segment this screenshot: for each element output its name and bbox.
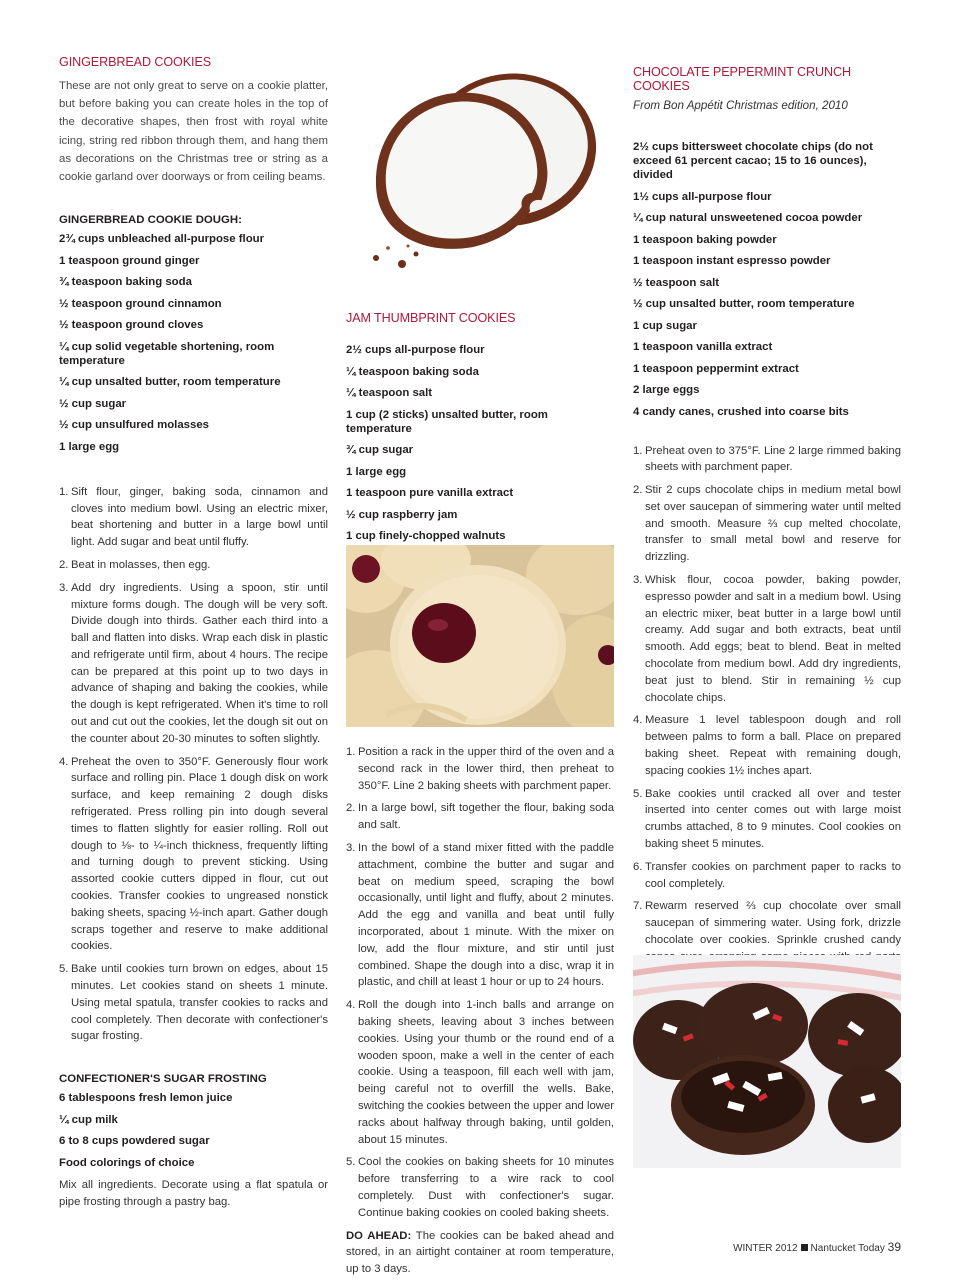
step-text: Roll the dough into 1-inch balls and arrange on baking sheets, leaving about 3 inches between cookies. Using your thumb or the round end of a wooden spoon, make a well in the center of each cookie. Using a teaspoon, fill each well with jam, being careful not to overfill the wells. Bake, switching the cookies between the upper and lower racks about halfway through baking, until golden, about 15 minutes.	[358, 999, 614, 1146]
page-number: 39	[887, 1240, 901, 1254]
peppermint-source: From Bon Appétit Christmas edition, 2010	[633, 99, 848, 112]
step-text: Measure 1 level tablespoon dough and roll between palms to form a ball. Place on prepared baking sheet. Repeat with remaining dough, spacing cookies 1½ inches apart.	[645, 714, 901, 777]
ingredient-item: ¾ teaspoon baking soda	[59, 276, 192, 289]
step-text: Sift flour, ginger, baking soda, cinnamon and cloves into medium bowl. Using an electric mixer, beat shortening and butter in a large bowl until light. Add sugar and beat until fluffy.	[71, 485, 328, 549]
step-text: Position a rack in the upper third of the oven and a second rack in the lower third, then preheat to 350°F. Line 2 baking sheets with parchment paper.	[358, 746, 614, 792]
ingredient-item: 1 teaspoon peppermint extract	[633, 362, 799, 375]
step-number: 1.	[633, 444, 643, 457]
iced-cookies-photo	[358, 58, 598, 278]
ingredient-item: 1 large egg	[59, 440, 120, 453]
step-number: 6.	[633, 860, 643, 873]
step-item	[633, 712, 901, 779]
step-item	[346, 800, 614, 834]
ingredient-item: ¼ cup solid vegetable shortening, room temperature	[59, 340, 275, 367]
step-item	[346, 744, 614, 794]
step-text: In the bowl of a stand mixer fitted with the paddle attachment, combine the butter and sugar and beat on medium speed, scraping the bowl occasionally, until light and fluffy, about 2 minutes. Add the egg and vanilla and beat until fully incorporated, about 1 minute. With the mixer on low, add the flour mixture, and stir until just combined. Shape the dough into a disc, wrap it in plastic, and chill at least 1 hour or up to 24 hours.	[358, 841, 614, 989]
ingredient-item: 1 large egg	[346, 465, 407, 478]
ingredient-item: ½ cup unsulfured molasses	[59, 419, 210, 432]
step-item	[59, 580, 328, 748]
step-text: Bake cookies until cracked all over and tester inserted into center comes out with large moist crumbs attached, 8 to 9 minutes. Cool cookies on baking sheet 5 minutes.	[645, 787, 901, 851]
do-ahead-text: The cookies can be baked ahead and stored, in an airtight container at room temperature, up to 3 days.	[346, 1229, 614, 1276]
step-number: 5.	[59, 963, 69, 976]
thumbprint-cookies-photo	[346, 545, 614, 727]
ingredient-item: ½ cup raspberry jam	[346, 508, 458, 521]
step-item	[59, 961, 328, 1045]
ingredient-item: ¼ cup milk	[59, 1113, 118, 1126]
dough-heading: GINGERBREAD COOKIE DOUGH:	[59, 214, 242, 227]
step-number: 7.	[633, 900, 643, 913]
frosting-ingredient-list	[59, 1091, 328, 1170]
step-item	[59, 484, 328, 551]
peppermint-cookies-photo	[633, 955, 901, 1168]
step-item	[633, 482, 901, 566]
step-text: Cool the cookies on baking sheets for 10 minutes before transferring to a wire rack to cool completely. Dust with confectioner's sugar. Continue baking cookies on cooled baking sheets.	[358, 1156, 614, 1219]
step-text: Preheat oven to 375°F. Line 2 large rimmed baking sheets with parchment paper.	[645, 444, 901, 474]
step-number: 1.	[59, 485, 69, 498]
ingredient-item: ½ cup sugar	[59, 397, 127, 410]
ingredient-item: 1 teaspoon pure vanilla extract	[346, 487, 514, 499]
step-text: Whisk flour, cocoa powder, baking powder, espresso powder and salt in a medium bowl. Using an electric mixer, beat butter in a large bowl until creamy. Add sugar and both extracts, beat until smooth. Add eggs; beat to blend. Beat in melted chocolate from medium bowl. Add dry ingredients, beat just to blend. Stir in remaining ½ cup chocolate chips.	[645, 574, 901, 704]
ingredient-item: Food colorings of choice	[59, 1156, 195, 1169]
dough-ingredient-list	[59, 232, 328, 454]
ingredient-item: 6 tablespoons fresh lemon juice	[59, 1092, 233, 1105]
gingerbread-intro: These are not only great to serve on a cookie platter, but before baking you can create holes in the top of the decorative shapes, then frost with royal white icing, string red ribbon through them, and hang them as decorations on the Christmas tree or string as a cookie garland over doorways or from ceiling beams.	[59, 80, 328, 184]
frosting-instructions: Mix all ingredients. Decorate using a flat spatula or pipe frosting through a pastry bag.	[59, 1179, 328, 1209]
ingredient-item: 1 cup sugar	[633, 319, 697, 332]
peppermint-title: CHOCOLATE PEPPERMINT CRUNCH COOKIES	[633, 65, 851, 93]
ingredient-item: 1 cup finely-chopped walnuts	[346, 530, 506, 542]
ingredient-item: ¾ cup sugar	[346, 444, 414, 456]
step-text: Bake until cookies turn brown on edges, about 15 minutes. Let cookies stand on sheets 1 minute. Using metal spatula, transfer cookies to racks and cool completely. Then decorate with confectioner's sugar frosting.	[71, 963, 328, 1043]
ingredient-item: 1 teaspoon baking powder	[633, 233, 777, 246]
ingredient-item: ¼ cup unsalted butter, room temperature	[59, 376, 281, 389]
ingredient-item: 1½ cups all-purpose flour	[633, 190, 772, 203]
step-number: 4.	[633, 714, 643, 727]
step-text: Add dry ingredients. Using a spoon, stir until mixture forms dough. The dough will be very soft. Divide dough into thirds. Gather each third into a ball and flatten into disks. Wrap each disk in plastic and refrigerate until firm, about 4 hours. The recipe can be prepared at this point up to two days in advance of shaping and baking the cookies, while the dough is kept refrigerated. When it's time to roll out and cut out the cookies, let the dough sit out on the counter about 20-30 minutes to soften slightly.	[71, 581, 328, 745]
ingredient-item: 2½ cups all-purpose flour	[346, 344, 485, 356]
page-footer	[733, 1240, 901, 1254]
ingredient-item: 6 to 8 cups powdered sugar	[59, 1135, 210, 1148]
ingredient-item: ¼ teaspoon baking soda	[346, 365, 479, 378]
ingredient-item: ½ teaspoon salt	[633, 276, 720, 289]
ingredient-item: 1 teaspoon vanilla extract	[633, 341, 773, 353]
thumbprint-title: JAM THUMBPRINT COOKIES	[346, 311, 516, 325]
step-number: 2.	[346, 802, 356, 815]
step-item	[346, 1154, 614, 1221]
gingerbread-steps	[59, 484, 328, 1046]
ingredient-item: 4 candy canes, crushed into coarse bits	[633, 405, 849, 418]
step-text: Stir 2 cups chocolate chips in medium metal bowl set over saucepan of simmering water until melted and smooth. Measure ⅔ cup melted chocolate, transfer to small metal bowl and reserve for drizzling.	[645, 484, 901, 564]
step-number: 4.	[59, 755, 69, 768]
step-item	[633, 572, 901, 706]
step-text: Transfer cookies on parchment paper to racks to cool completely.	[645, 860, 901, 890]
ingredient-item: 2 large eggs	[633, 384, 700, 396]
gingerbread-recipe	[59, 55, 328, 1211]
ingredient-item: 2½ cups bittersweet chocolate chips (do not exceed 61 percent cacao; 15 to 16 ounces), divided	[633, 141, 873, 181]
thumbprint-ingredient-list	[346, 343, 614, 543]
step-item	[633, 859, 901, 893]
ingredient-item: ½ cup unsalted butter, room temperature	[633, 298, 855, 310]
step-item	[633, 786, 901, 853]
step-number: 4.	[346, 999, 356, 1012]
step-item	[59, 754, 328, 956]
do-ahead-label: DO AHEAD:	[346, 1229, 412, 1242]
step-number: 3.	[59, 581, 69, 594]
peppermint-ingredient-list	[633, 140, 901, 419]
step-item	[633, 443, 901, 477]
step-text: Rewarm reserved ⅔ cup chocolate over small saucepan of simmering water. Using fork, drizzle chocolate over cookies. Sprinkle crushed candy	[645, 900, 901, 947]
ingredient-item: ½ teaspoon ground cinnamon	[59, 297, 222, 310]
footer-issue: WINTER 2012	[733, 1243, 798, 1254]
step-number: 3.	[633, 574, 643, 587]
ingredient-item: 1 teaspoon instant espresso powder	[633, 255, 831, 267]
step-item	[59, 557, 328, 574]
step-number: 3.	[346, 841, 356, 854]
step-number: 1.	[346, 746, 356, 758]
footer-publication: Nantucket Today	[810, 1243, 885, 1254]
step-number: 2.	[59, 558, 69, 571]
footer-square-icon	[801, 1244, 808, 1251]
ingredient-item: ¼ cup natural unsweetened cocoa powder	[633, 212, 863, 224]
thumbprint-do-ahead	[346, 1228, 614, 1278]
step-number: 5.	[633, 787, 643, 800]
frosting-heading: CONFECTIONER'S SUGAR FROSTING	[59, 1073, 267, 1086]
ingredient-item: 1 cup (2 sticks) unsalted butter, room temperature	[346, 408, 548, 435]
ingredient-item: 2¾ cups unbleached all-purpose flour	[59, 233, 265, 246]
step-item	[346, 840, 614, 991]
step-number: 2.	[633, 484, 643, 497]
ingredient-item: ½ teaspoon ground cloves	[59, 319, 204, 332]
step-text: In a large bowl, sift together the flour, baking soda and salt.	[358, 802, 614, 832]
peppermint-steps	[633, 443, 901, 1000]
peppermint-recipe	[633, 65, 901, 1045]
step-text: Beat in molasses, then egg.	[71, 558, 211, 571]
step-item	[346, 997, 614, 1148]
thumbprint-steps	[346, 744, 614, 1222]
ingredient-item: ¼ teaspoon salt	[346, 387, 433, 399]
ingredient-item: 1 teaspoon ground ginger	[59, 254, 200, 267]
step-text: Preheat the oven to 350°F. Generously flour work surface and rolling pin. Place 1 dough disk on work surface, and keep remaining 2 dough disks refrigerated. Press rolling pin into dough several times to flatten slightly for easier rolling. Roll out dough to ⅛- to ¼-inch thickness, frequently lifting and turning dough to prevent sticking. Using assorted cookie cutters dipped in flour, cut out cookies. Transfer cookies to ungreased nonstick baking sheets, spacing ½-inch apart. Gather dough scraps together and reserve to make additional cookies.	[71, 755, 328, 953]
step-number: 5.	[346, 1156, 356, 1169]
gingerbread-title: GINGERBREAD COOKIES	[59, 55, 212, 69]
